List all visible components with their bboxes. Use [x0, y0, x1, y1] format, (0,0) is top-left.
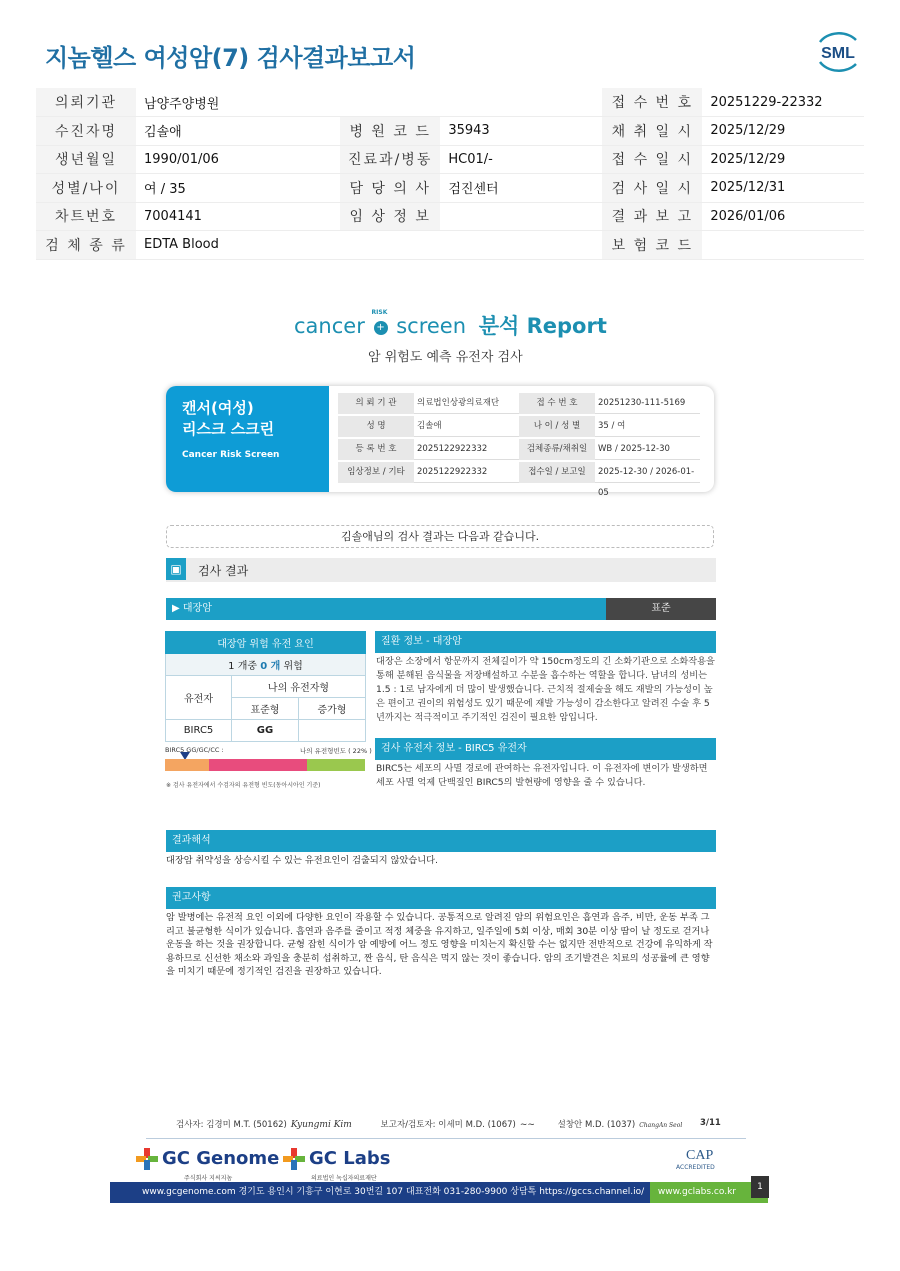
- chart-no-label: 차트번호: [36, 202, 136, 231]
- risk-count-cell: 1 개중 0 개 위험: [166, 654, 366, 676]
- clinical-label: 임 상 정 보: [340, 202, 440, 231]
- disease-info-text: 대장은 소장에서 항문까지 전체길이가 약 150cm정도의 긴 소화기관으로 소화작용을 통해 분해된 음식물을 저장배설하고 수분을 흡수하는 역할을 합니다. 남녀의 성비는 1.5 : 1로 남자에게 더 많이 발생했습니다. 근치적 절제술을 해도 재발의 가능성이 높은 편이고 권이의 위험성도 있기 때문에 재발 가능성이 감소한다고 알려진 수술 후 5년까지는 적극적이고 주기적인 검진이 필요한 암입니다.: [376, 656, 715, 723]
- recommendation-header: 권고사항: [166, 887, 716, 909]
- card-row: 성 명 김솔애 나 이 / 성 별 35 / 여: [338, 415, 708, 438]
- standard-value: GG: [232, 720, 299, 742]
- section-title: 검사 결과: [198, 564, 249, 578]
- receipt-date-value: 2025/12/29: [702, 145, 864, 174]
- recommendation-text: 암 발병에는 유전적 요인 이외에 다양한 요인이 작용할 수 있습니다. 공통적으로 알려진 암의 위험요인은 흡연과 음주, 비만, 운동 부족 그리고 불균형한 식이가 있습니다. 흡연과 음주를 줄이고 적정 체중을 유지하고, 일주일에 5회 이상, 매회 30분 이상 땀이 날 정도로 걷거나 운동을 하는 것을 권장합니다. 균형 잡힌 식이가 암 예방에 어느 정도 영향을 미치는지 확신할 수는 없지만 전반적으로 건강에 유익하게 작용하므로 신선한 채소와 과일을 충분히 섭취하고, 짠 음식, 탄 음식은 먹지 않는 것이 좋습니다. 암의 조기발견은 치료의 성공률에 큰 영향을 미치기 때문에 정기적인 검진을 권장하고 있습니다.: [166, 912, 713, 977]
- increased-header: 증가형: [298, 698, 365, 720]
- card-row: 등 록 번 호 2025122922332 검체종류/채취일 WB / 2025-12-30: [338, 438, 708, 461]
- disease-info-header: 질환 정보 - 대장암: [375, 631, 716, 653]
- signature-line: 검사자: 김경미 M.T. (50162) Kyungmi Kim 보고자/검토자: 이세미 M.D. (1067) ~~ 설창안 M.D. (1037) ChangAn Seol: [176, 1120, 683, 1130]
- cancer-name-bar: ▶ 대장암: [166, 598, 606, 620]
- hospital-code-value: 35943: [440, 117, 602, 146]
- requesting-org-value: 남양주양병원: [136, 88, 340, 117]
- result-folder-icon: ▣: [166, 558, 186, 580]
- document-title: 지놈헬스 여성암(7) 검사결과보고서: [45, 44, 416, 72]
- freq-segment: [209, 759, 307, 771]
- cap-accredited-logo: CAP ACCREDITED: [676, 1148, 715, 1171]
- page-number: 3/11: [700, 1118, 721, 1128]
- gene-info-text: BIRC5는 세포의 사멸 경로에 관여하는 유전자입니다. 이 유전자에 변이가 발생하면 세포 사멸 억제 단백질인 BIRC5의 발현량에 영향을 줄 수 있습니다.: [376, 763, 708, 788]
- gene-col-header: 유전자: [166, 676, 232, 720]
- increased-value: [298, 720, 365, 742]
- gc-cross-icon: [283, 1148, 305, 1170]
- page-tab: 1: [751, 1176, 769, 1198]
- chart-no-value: 7004141: [136, 202, 340, 231]
- status-badge: 표준: [606, 598, 716, 620]
- insurance-label: 보 험 코 드: [602, 231, 702, 260]
- receipt-date-label: 접 수 일 시: [602, 145, 702, 174]
- interpretation-header: 결과해석: [166, 830, 716, 852]
- clinical-value: [440, 202, 602, 231]
- gene-risk-table: [165, 631, 366, 742]
- freq-segment: [307, 759, 365, 771]
- specimen-value: EDTA Blood: [136, 231, 340, 260]
- report-date-label: 결 과 보 고: [602, 202, 702, 231]
- patient-card: [166, 386, 714, 498]
- greeting-box: 김솔애님의 검사 결과는 다음과 같습니다.: [166, 525, 714, 548]
- insurance-value: [702, 231, 864, 260]
- sex-age-label: 성별/나이: [36, 174, 136, 203]
- patient-info-table: [36, 88, 864, 260]
- receipt-no-value: 20251229-22332: [702, 88, 864, 117]
- report-date-value: 2026/01/06: [702, 202, 864, 231]
- card-row: 임상정보 / 기타 2025122922332 접수일 / 보고일 2025-12-30 / 2026-01-05: [338, 461, 708, 484]
- hospital-code-label: 병 원 코 드: [340, 117, 440, 146]
- sml-logo: [812, 30, 864, 74]
- gene-name: BIRC5: [166, 720, 232, 742]
- specimen-label: 검 체 종 류: [36, 231, 136, 260]
- doctor-value: 검진센터: [440, 174, 602, 203]
- dept-value: HC01/-: [440, 145, 602, 174]
- gene-table-header: 대장암 위험 유전 요인: [166, 632, 366, 654]
- examinee-label: 수진자명: [36, 117, 136, 146]
- gene-info-header: 검사 유전자 정보 - BIRC5 유전자: [375, 738, 716, 760]
- report-subtitle: 암 위험도 예측 유전자 검사: [368, 350, 523, 365]
- footer-divider: [146, 1138, 746, 1139]
- sex-age-value: 여 / 35: [136, 174, 340, 203]
- my-genotype-header: 나의 유전자형: [232, 676, 366, 698]
- card-title-panel: 캔서(여성) 리스크 스크린 Cancer Risk Screen: [166, 386, 329, 492]
- card-row: 의 뢰 기 관 의료법인상광의료재단 접 수 번 호 20251230-111-5169: [338, 392, 708, 415]
- card-info-grid: [338, 392, 708, 498]
- cancer-screen-logo: cancer + RISK screen 분석 Report: [294, 309, 607, 338]
- interpretation-text: 대장암 취약성을 상승시킬 수 있는 유전요인이 검출되지 않았습니다.: [166, 855, 438, 866]
- requesting-org-label: 의뢰기관: [36, 88, 136, 117]
- footer-address: www.gcgenome.com 경기도 용인시 기흥구 이현로 30번길 107 대표전화 031-280-9900 상담톡 https://gccs.channel.io/: [142, 1187, 645, 1197]
- standard-header: 표준형: [232, 698, 299, 720]
- birth-value: 1990/01/06: [136, 145, 340, 174]
- examinee-value: 김솔애: [136, 117, 340, 146]
- freq-left-label: BIRC5 GG/GC/CC :: [165, 746, 224, 754]
- freq-segment: [165, 759, 209, 771]
- frequency-note: ※ 검사 유전자에서 수검자의 유전형 빈도(동아시아인 기준): [166, 782, 321, 789]
- svg-text:SML: SML: [821, 45, 855, 62]
- dept-label: 진료과/병동: [340, 145, 440, 174]
- section-header: [166, 558, 716, 582]
- footer-bar: [110, 1182, 768, 1203]
- test-date-label: 검 사 일 시: [602, 174, 702, 203]
- birth-label: 생년월일: [36, 145, 136, 174]
- collection-date-value: 2025/12/29: [702, 117, 864, 146]
- gc-cross-icon: [136, 1148, 158, 1170]
- doctor-label: 담 당 의 사: [340, 174, 440, 203]
- footer-site-link[interactable]: www.gclabs.co.kr: [657, 1187, 736, 1197]
- test-date-value: 2025/12/31: [702, 174, 864, 203]
- collection-date-label: 채 취 일 시: [602, 117, 702, 146]
- receipt-no-label: 접 수 번 호: [602, 88, 702, 117]
- frequency-bar: [165, 759, 365, 771]
- freq-right-label: 나의 유전형빈도 ( 22% ): [300, 747, 372, 755]
